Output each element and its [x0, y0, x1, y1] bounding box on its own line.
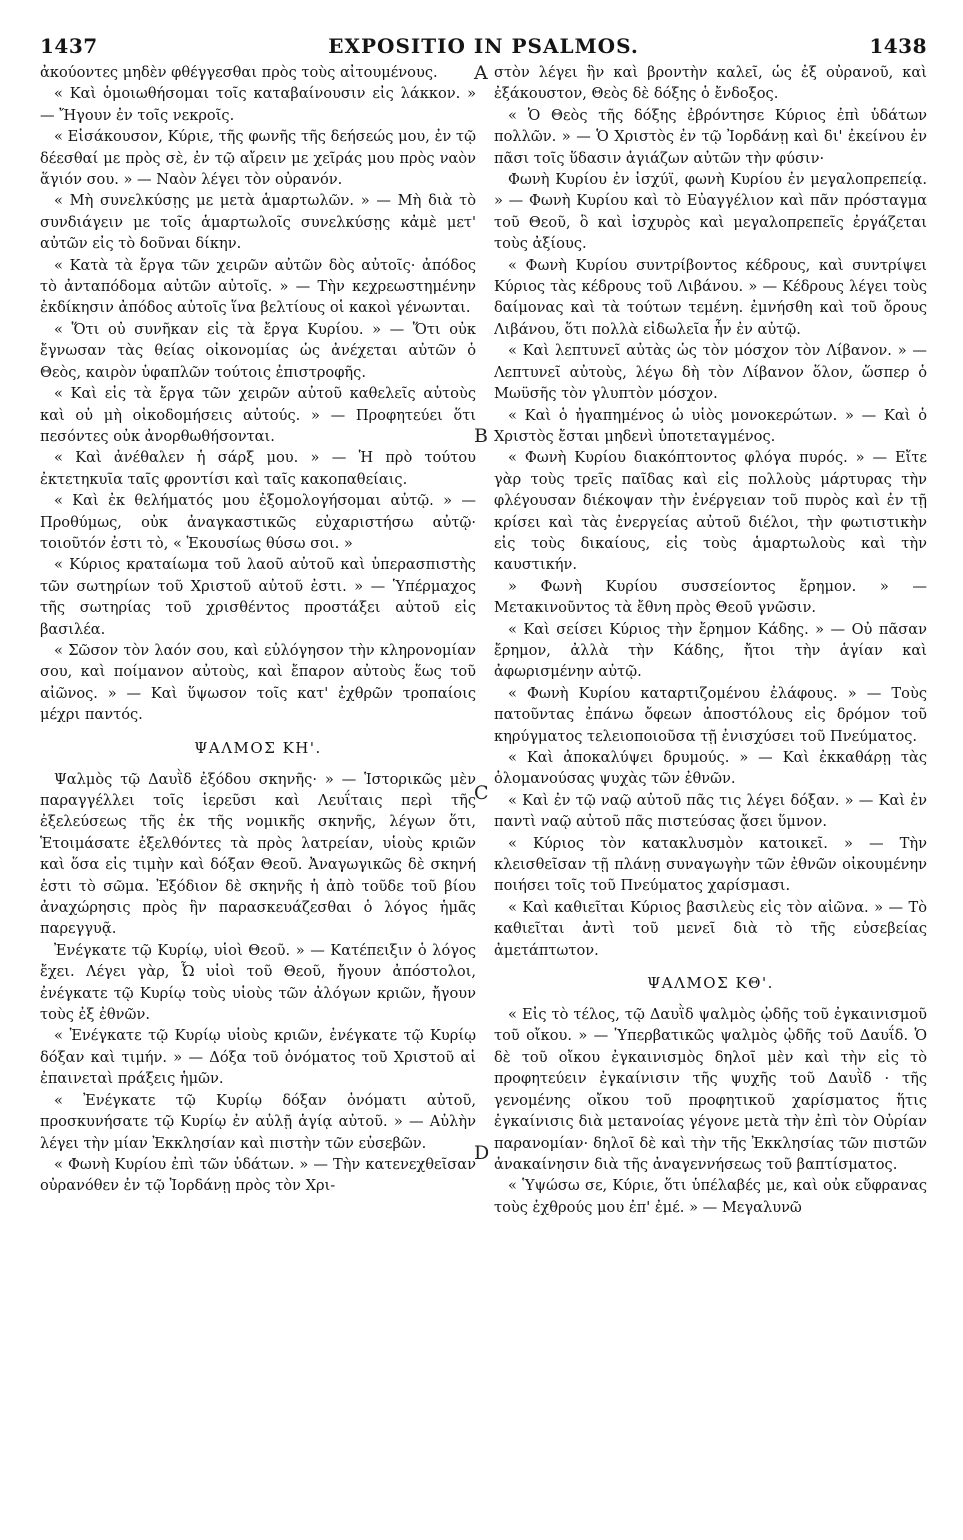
- paragraph: Ἐνέγκατε τῷ Κυρίῳ, υἱοὶ Θεοῦ. » — Κατέπειξιν ὁ λόγος ἔχει. Λέγει γὰρ, Ὦ υἱοὶ τοῦ Θεοῦ, ἤγουν ἀπόστολοι, ἐνέγκατε τῷ Κυρίῳ τοὺς υἱοὺς τῶν ἀλόγων κριῶν, ἤγουν τοὺς ἐξ ἐθνῶν.: [40, 941, 476, 1024]
- right-column: [494, 62, 927, 1522]
- paragraph: Φωνὴ Κυρίου ἐν ἰσχύϊ, φωνὴ Κυρίου ἐν μεγαλοπρεπείᾳ. » — Φωνὴ Κυρίου καὶ τὸ Εὐαγγέλιον καὶ πᾶν πρόσταγμα τοῦ Θεοῦ, ὃ καὶ ἰσχυρὸς καὶ μεγαλοπρεπεῖς ἐργάζεται τοὺς ἀξίους.: [494, 171, 927, 253]
- paragraph: « Φωνὴ Κυρίου ἐπὶ τῶν ὑδάτων. » — Τὴν κατενεχθεῖσαν οὐρανόθεν ἐν τῷ Ἰορδάνῃ πρὸς τὸν Χρι-: [40, 1155, 476, 1195]
- paragraph: « Καὶ ἐκ θελήματός μου ἐξομολογήσομαι αὐτῷ. » — Προθύμως, οὐκ ἀναγκαστικῶς εὐχαριστήσω αὐτῷ· τοιοῦτόν ἐστι τὸ, « Ἑκουσίως θύσω σοι. »: [40, 492, 476, 552]
- paragraph: « Καὶ λεπτυνεῖ αὐτὰς ὡς τὸν μόσχον τὸν Λίβανον. » — Λεπτυνεῖ αὐτοὺς, λέγω δὴ τὸν Λίβανον ὅλον, ὥσπερ ὁ Μωϋσῆς τὸν γλυπτὸν μόσχον.: [494, 342, 927, 403]
- paragraph: « Εἰσάκουσον, Κύριε, τῆς φωνῆς τῆς δεήσεώς μου, ἐν τῷ δέεσθαί με πρὸς σὲ, ἐν τῷ αἴρειν με χεῖράς μου πρὸς ναὸν ἅγιόν σου. » — Ναὸν λέγει τὸν οὐρανόν.: [40, 128, 476, 189]
- paragraph: « Ὑψώσω σε, Κύριε, ὅτι ὑπέλαβές με, καὶ οὐκ εὔφρανας τοὺς ἐχθρούς μου ἐπ' ἐμέ. » — Μεγαλυνῶ: [494, 1177, 927, 1216]
- paragraph: « Εἰς τὸ τέλος, τῷ Δαυῒδ ψαλμὸς ᾠδῆς τοῦ ἐγκαινισμοῦ τοῦ οἴκου. » — Ὑπερβατικῶς ψαλμὸς ᾠδῆς τοῦ Δαυΐδ. Ὁ δὲ τοῦ οἴκου ἐγκαινισμὸς δηλοῖ μὲν καὶ τὴν εἰς τὸ προφητεύειν ἐγκαίνισιν τῆς ψυχῆς τοῦ Δαυῒδ · τῆς γενομένης οἴκου τοῦ προφητικοῦ χαρίσματος ἥτις ἐγκαίνισις διὰ μετανοίας γέγονε μετὰ τὴν ἐπὶ τὸν Οὐρίαν παρανομίαν· δηλοῖ δὲ καὶ τὴν τῆς Ἐκκλησίας τῶν πιστῶν ἀνακαίνησιν διὰ τῆς ἀναγεννήσεως τοῦ βαπτίσματος.: [494, 1006, 927, 1173]
- paragraph: « Καὶ εἰς τὰ ἔργα τῶν χειρῶν αὐτοῦ καθελεῖς αὐτοὺς καὶ οὐ μὴ οἰκοδομήσεις αὐτούς. » — Προφητεύει ὅτι πεσόντες οὐκ ἀνορθωθήσονται.: [40, 385, 476, 445]
- paragraph: « Καὶ ἀνέθαλεν ἡ σάρξ μου. » — Ἡ πρὸ τούτου ἐκτετηκυῖα ταῖς φροντίσι καὶ ταῖς κακοπαθείαις.: [40, 449, 476, 488]
- paragraph: « Μὴ συνελκύσῃς με μετὰ ἁμαρτωλῶν. » — Μὴ διὰ τὸ συνδιάγειν με τοῖς ἁμαρτωλοῖς συνελκύσῃς κἀμὲ μετ' αὐτῶν εἰς τὸ δοῦναι δίκην.: [40, 192, 476, 253]
- paragraph: « Κατὰ τὰ ἔργα τῶν χειρῶν αὐτῶν δὸς αὐτοῖς· ἀπόδος τὸ ἀνταπόδομα αὐτῶν αὐτοῖς. » — Τὴν κεχρεωστημένην ἐκδίκησιν ἀπόδος αὐτοῖς ἵνα βελτίους οἱ κακοὶ γένωνται.: [40, 256, 476, 317]
- paragraph: « Κύριος τὸν κατακλυσμὸν κατοικεῖ. » — Τὴν κλεισθεῖσαν τῇ πλάνῃ συναγωγὴν τῶν ἐθνῶν οἰκουμένην ποιήσει τοῖς τοῦ Πνεύματος χαρίσμασι.: [494, 834, 927, 895]
- paragraph: « Ὅτι οὐ συνῆκαν εἰς τὰ ἔργα Κυρίου. » — Ὅτι οὐκ ἔγνωσαν τὰς θείας οἰκονομίας ὡς ἀνέχεται αὐτῶν ὁ Θεὸς, καιρὸν ὑφαπλῶν τούτοις ἐπιστροφῆς.: [40, 320, 476, 381]
- paragraph: Ψαλμὸς τῷ Δαυῒδ ἐξόδου σκηνῆς· » — Ἱστορικῶς μὲν παραγγέλλει τοῖς ἱερεῦσι καὶ Λευΐταις περὶ τῆς ἐξελεύσεως τῆς ἐκ τῆς νομικῆς σκηνῆς, λέγων ὅτι, Ἑτοιμάσατε ἐξελθόντες τὰ πρὸς λατρείαν, υἱοὺς κριῶν καὶ ὅσα εἰς τιμὴν καὶ δόξαν Θεοῦ. Ἀναγωγικῶς δὲ σκηνή ἐστι τὸ σῶμα. Ἐξόδιον δὲ σκηνῆς ἡ ἀπὸ τοῦδε τοῦ βίου ἀναχώρησις πρὸς ἣν παρασκευάζεσθαι ὁ λόγος ἡμᾶς παρεγγυᾷ.: [40, 770, 476, 938]
- margin-marker-a: A: [474, 62, 488, 84]
- paragraph: « Καὶ ὁμοιωθήσομαι τοῖς καταβαίνουσιν εἰς λάκκον. » — Ἤγουν ἐν τοῖς νεκροῖς.: [40, 85, 476, 124]
- paragraph: « Καὶ ἐν τῷ ναῷ αὐτοῦ πᾶς τις λέγει δόξαν. » — Καὶ ἐν παντὶ ναῷ αὐτοῦ πᾶς πιστεύσας ᾄσει ὕμνον.: [494, 791, 927, 831]
- paragraph: » Φωνὴ Κυρίου συσσείοντος ἔρημον. » — Μετακινοῦντος τὰ ἔθνη πρὸς Θεοῦ γνῶσιν.: [494, 577, 927, 617]
- psalm-heading: ΨΑΛΜΟΣ ΚΘ'.: [647, 974, 774, 993]
- paragraph: « Καὶ ἀποκαλύψει δρυμούς. » — Καὶ ἐκκαθάρῃ τὰς ὁλομανούσας ψυχὰς τῶν ἐθνῶν.: [494, 749, 927, 788]
- paragraph: « Ἐνέγκατε τῷ Κυρίῳ υἱοὺς κριῶν, ἐνέγκατε τῷ Κυρίῳ δόξαν καὶ τιμήν. » — Δόξα τοῦ ὀνόματος τοῦ Χριστοῦ αἱ ἐπαινεταὶ πράξεις ἡμῶν.: [40, 1027, 476, 1088]
- margin-marker-d: D: [474, 1142, 490, 1164]
- page-header: [40, 34, 927, 60]
- paragraph: ἀκούοντες μηδὲν φθέγγεσθαι πρὸς τοὺς αἰτουμένους.: [40, 64, 438, 81]
- paragraph: « Καὶ ὁ ἠγαπημένος ὡ υἱὸς μονοκερώτων. » — Καὶ ὁ Χριστὸς ἔσται μηδενὶ ὑποτεταγμένος.: [494, 406, 927, 445]
- margin-marker-c: C: [474, 782, 489, 804]
- paragraph: « Καὶ καθιεῖται Κύριος βασιλεὺς εἰς τὸν αἰῶνα. » — Τὸ καθιεῖται ἀντὶ τοῦ μενεῖ διὰ τὸ τῆς εὐσεβείας ἀμετάπτωτον.: [494, 898, 927, 959]
- paragraph: « Φωνὴ Κυρίου καταρτιζομένου ἐλάφους. » — Τοὺς πατοῦντας ἐπάνω ὄφεων ἀποστόλους εἰς δρόμον τοῦ κηρύγματος τελειοποιοῦσα τῇ ἐνισχύσει τοῦ Πνεύματος.: [494, 684, 927, 745]
- paragraph: « Ἐνέγκατε τῷ Κυρίῳ δόξαν ὀνόματι αὐτοῦ, προσκυνήσατε τῷ Κυρίῳ ἐν αὐλῇ ἁγίᾳ αὐτοῦ. » — Αὐλὴν λέγει τὴν μίαν Ἐκκλησίαν καὶ πιστὴν τῶν εὐσεβῶν.: [40, 1091, 476, 1152]
- paragraph: « Φωνὴ Κυρίου διακόπτοντος φλόγα πυρός. » — Εἴτε γὰρ τοὺς τρεῖς παῖδας καὶ εἰς πολλοὺς μάρτυρας τὴν φλέγουσαν διέκοψαν τὴν ἐνέργειαν τοῦ πυρὸς καὶ ἐν τῇ κρίσει καὶ τὰς ἐνεργείας αὐτοῦ διέλοι, τὴν φωτιστικὴν εἰς τοὺς δικαίους, εἰς τοὺς ἁμαρτωλοὺς καὶ τὴν καυστικήν.: [494, 449, 927, 574]
- paragraph: « Φωνὴ Κυρίου συντρίβοντος κέδρους, καὶ συντρίψει Κύριος τὰς κέδρους τοῦ Λιβάνου. » — Κέδρους λέγει τοὺς δαίμονας καὶ τὰ τούτων τεμένη. ἐμνήσθη καὶ τοῦ ὄρους Λιβάνου, ὅτι πολλὰ εἰδωλεῖα ἦν ἐν αὐτῷ.: [494, 256, 927, 338]
- margin-marker-b: B: [474, 425, 488, 447]
- paragraph: « Κύριος κραταίωμα τοῦ λαοῦ αὐτοῦ καὶ ὑπερασπιστὴς τῶν σωτηρίων τοῦ Χριστοῦ αὐτοῦ ἐστι. » — Ὑπέρμαχος τῆς σωτηρίας τοῦ χρισθέντος προστάξει αὐτοῦ εἰς βασιλέα.: [40, 556, 476, 638]
- paragraph: στὸν λέγει ἣν καὶ βροντὴν καλεῖ, ὡς ἐξ οὐρανοῦ, καὶ ἐξάκουστον, Θεὸς δὲ δόξης ὁ ἔνδοξος.: [494, 64, 927, 103]
- left-page-number: 1437: [40, 34, 98, 58]
- paragraph: « Σῶσον τὸν λαόν σου, καὶ εὐλόγησον τὴν κληρονομίαν σου, καὶ ποίμανον αὐτοὺς, καὶ ἔπαρον αὐτοὺς ἕως τοῦ αἰῶνος. » — Καὶ ὕψωσον τοῖς κατ' ἐχθρῶν τροπαίοις μέχρι παντός.: [40, 641, 476, 724]
- right-page-number: 1438: [869, 34, 927, 58]
- psalm-heading: ΨΑΛΜΟΣ ΚΗ'.: [194, 738, 322, 757]
- paragraph: « Ὁ Θεὸς τῆς δόξης ἐβρόντησε Κύριος ἐπὶ ὑδάτων πολλῶν. » — Ὁ Χριστὸς ἐν τῷ Ἰορδάνῃ καὶ δι' ἐκείνου ἐν πᾶσι τοῖς ὕδασιν ἁγιάζων αὐτῶν τὴν φύσιν·: [494, 106, 927, 167]
- paragraph: « Καὶ σείσει Κύριος τὴν ἔρημον Κάδης. » — Οὐ πᾶσαν ἔρημον, ἀλλὰ τὴν Κάδης, ἤτοι τὴν ἁγίαν καὶ ἀφωρισμένην αὐτῷ.: [494, 620, 927, 681]
- left-column: [40, 62, 476, 1522]
- running-title: EXPOSITIO IN PSALMOS.: [328, 34, 639, 58]
